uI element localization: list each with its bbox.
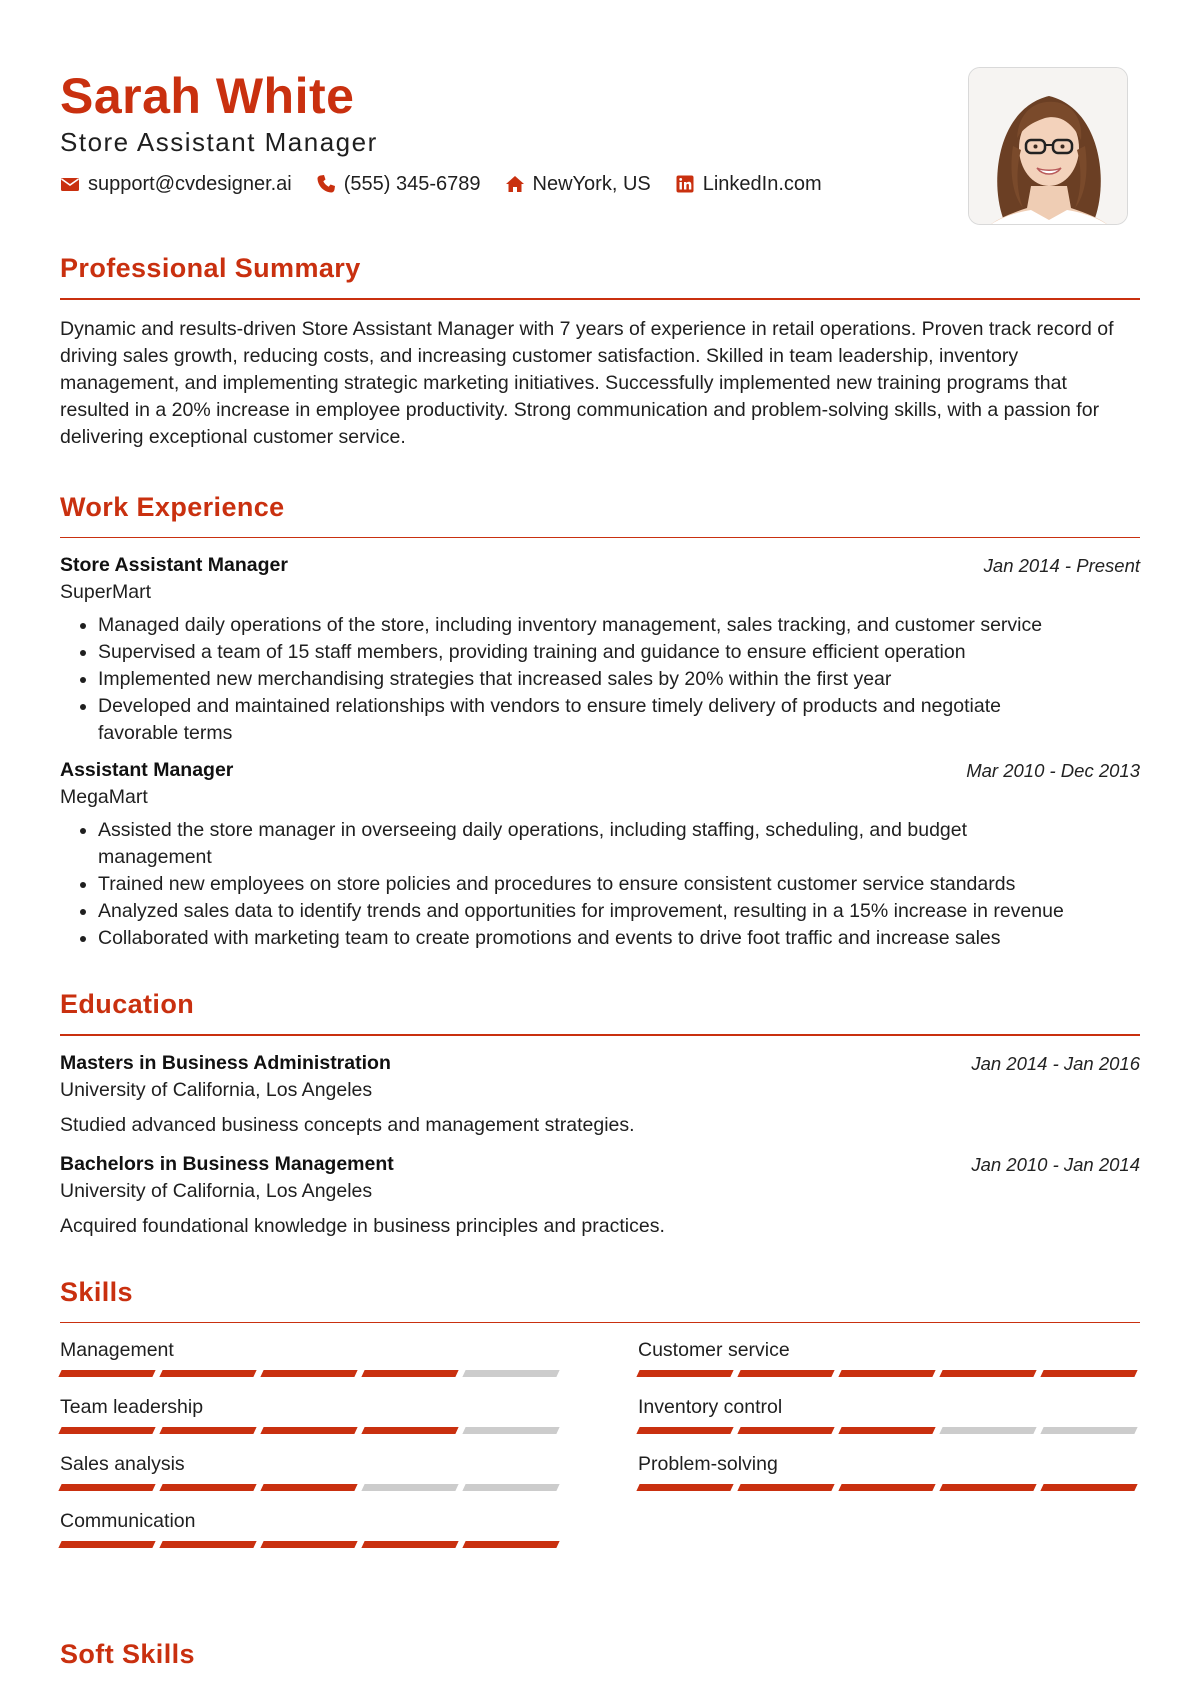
education-heading: Education (60, 989, 195, 1019)
job-bullet: • Developed and maintained relationships with vendors to ensure timely delivery of products and negotiate favorable terms (98, 693, 1140, 747)
skills-heading: Skills (60, 1276, 133, 1307)
skill-name: Inventory control (638, 1396, 783, 1418)
skill-segment-filled (1040, 1370, 1137, 1377)
skill-segment-filled (159, 1484, 256, 1491)
job-dates: Mar 2010 - Dec 2013 (966, 760, 1140, 781)
skill-item (60, 1451, 566, 1491)
skill-item (638, 1337, 1144, 1377)
summary-heading: Professional Summary (60, 253, 361, 283)
job-bullet: • Assisted the store manager in overseeing daily operations, including staffing, scheduling, and budget management (98, 817, 1140, 871)
contact-row (60, 171, 846, 197)
education-dates: Jan 2014 - Jan 2016 (971, 1052, 1140, 1074)
skill-segment-filled (462, 1541, 559, 1548)
resume-page (60, 0, 1140, 1669)
education-entry (60, 1151, 1140, 1240)
summary-section (60, 252, 1140, 451)
contact-linkedin[interactable] (675, 171, 822, 197)
skill-segment-empty (462, 1427, 559, 1434)
education-dates: Jan 2010 - Jan 2014 (971, 1153, 1140, 1175)
contact-phone[interactable] (316, 171, 481, 197)
skill-segment-filled (159, 1370, 256, 1377)
skill-segment-filled (737, 1427, 834, 1434)
skill-segment-filled (260, 1370, 357, 1377)
skill-name: Sales analysis (60, 1453, 185, 1475)
phone-icon (316, 174, 336, 194)
skill-item (60, 1508, 566, 1548)
skill-segment-filled (260, 1541, 357, 1548)
contact-email[interactable] (60, 171, 292, 197)
skills-section (60, 1276, 1140, 1568)
linkedin-icon (675, 174, 695, 194)
skill-segment-filled (636, 1427, 733, 1434)
skill-segment-filled (1040, 1484, 1137, 1491)
job-entry (60, 552, 1140, 747)
education-description: Acquired foundational knowledge in business principles and practices. (60, 1214, 665, 1237)
skill-segment-filled (58, 1370, 155, 1377)
job-dates: Jan 2014 - Present (983, 555, 1140, 576)
skill-segment-filled (361, 1370, 458, 1377)
soft-skills-heading: Soft Skills (60, 1639, 195, 1669)
job-bullet: • Implemented new merchandising strategies that increased sales by 20% within the first year (98, 666, 1140, 693)
skill-level-bar (60, 1484, 566, 1491)
skill-segment-filled (636, 1370, 733, 1377)
skill-segment-empty (1040, 1427, 1137, 1434)
soft-skills-section (60, 1638, 195, 1670)
education-degree: Bachelors in Business Management (60, 1152, 394, 1175)
job-role: Store Assistant Manager (60, 554, 288, 576)
skill-item (638, 1394, 1144, 1434)
job-bullet: • Supervised a team of 15 staff members, providing training and guidance to ensure efficient operation (98, 639, 1140, 666)
skill-item (60, 1394, 566, 1434)
profile-portrait-illustration (969, 68, 1128, 225)
skill-level-bar (60, 1541, 566, 1548)
job-bullet: • Analyzed sales data to identify trends and opportunities for improvement, resulting in a 15% increase in revenue (98, 898, 1140, 925)
skill-segment-filled (260, 1427, 357, 1434)
job-bullet: • Managed daily operations of the store, including inventory management, sales tracking, and customer service (98, 612, 1140, 639)
job-company: SuperMart (60, 581, 152, 603)
skill-name: Team leadership (60, 1396, 204, 1418)
skill-level-bar (638, 1427, 1144, 1434)
job-role: Assistant Manager (60, 759, 234, 781)
skill-segment-filled (737, 1484, 834, 1491)
contact-linkedin-text: LinkedIn.com (702, 173, 822, 195)
skill-segment-filled (58, 1541, 155, 1548)
skill-segment-filled (58, 1427, 155, 1434)
education-school: University of California, Los Angeles (60, 1078, 373, 1101)
education-school: University of California, Los Angeles (60, 1179, 373, 1202)
contact-email-text: support@cvdesigner.ai (88, 173, 292, 195)
education-description: Studied advanced business concepts and management strategies. (60, 1113, 635, 1136)
skill-segment-filled (159, 1427, 256, 1434)
education-entry (60, 1050, 1140, 1139)
skill-segment-empty (462, 1484, 559, 1491)
skill-level-bar (60, 1370, 566, 1377)
skills-grid (60, 1337, 1140, 1567)
skill-segment-filled (361, 1541, 458, 1548)
home-icon (505, 174, 525, 194)
skill-segment-filled (737, 1370, 834, 1377)
job-bullets (98, 612, 1140, 747)
skill-segment-filled (636, 1484, 733, 1491)
skill-segment-filled (939, 1370, 1036, 1377)
skill-segment-empty (462, 1370, 559, 1377)
job-bullet: • Collaborated with marketing team to create promotions and events to drive foot traffic and increase sales (98, 925, 1140, 952)
skill-level-bar (60, 1427, 566, 1434)
job-company: MegaMart (60, 786, 148, 808)
job-bullets (98, 817, 1140, 952)
skill-name: Customer service (638, 1339, 790, 1361)
skill-segment-filled (838, 1427, 935, 1434)
skill-name: Management (60, 1339, 174, 1361)
section-divider (60, 1322, 1140, 1324)
candidate-title: Store Assistant Manager (60, 127, 378, 157)
section-divider (60, 537, 1140, 539)
summary-text: Dynamic and results-driven Store Assistant Manager with 7 years of experience in retail operations. Proven track record of driving sales growth, reducing costs, and increasing customer satisfaction. Skilled in team leadership, inventory management, and implementing strategic marketing initiatives. Successfully implemented new training programs that resulted in a 20% increase in employee productivity. Strong communication and problem-solving skills, with a passion for delivering exceptional customer service. (60, 317, 1114, 448)
contact-location-text: NewYork, US (532, 173, 651, 195)
contact-phone-text: (555) 345-6789 (343, 173, 481, 195)
skill-segment-filled (838, 1370, 935, 1377)
skill-name: Communication (60, 1510, 196, 1532)
skill-segment-filled (838, 1484, 935, 1491)
education-section (60, 988, 1140, 1240)
job-entry (60, 757, 1140, 952)
skill-segment-empty (361, 1484, 458, 1491)
experience-heading: Work Experience (60, 491, 285, 522)
skill-segment-filled (159, 1541, 256, 1548)
candidate-name: Sarah White (60, 68, 355, 124)
skill-level-bar (638, 1370, 1144, 1377)
section-divider (60, 1034, 1140, 1036)
contact-location (505, 171, 651, 197)
experience-section (60, 491, 1140, 953)
education-degree: Masters in Business Administration (60, 1051, 391, 1074)
skill-level-bar (638, 1484, 1144, 1491)
skill-segment-filled (58, 1484, 155, 1491)
skill-segment-empty (939, 1427, 1036, 1434)
skill-segment-filled (260, 1484, 357, 1491)
skill-segment-filled (939, 1484, 1036, 1491)
job-bullet: • Trained new employees on store policies and procedures to ensure consistent customer service standards (98, 871, 1140, 898)
skill-name: Problem-solving (638, 1453, 778, 1475)
skill-segment-filled (361, 1427, 458, 1434)
skill-item (60, 1337, 566, 1377)
resume-header (60, 0, 1140, 240)
profile-photo (968, 67, 1128, 225)
section-divider (60, 298, 1140, 300)
skill-item (638, 1451, 1144, 1491)
envelope-icon (60, 174, 80, 194)
